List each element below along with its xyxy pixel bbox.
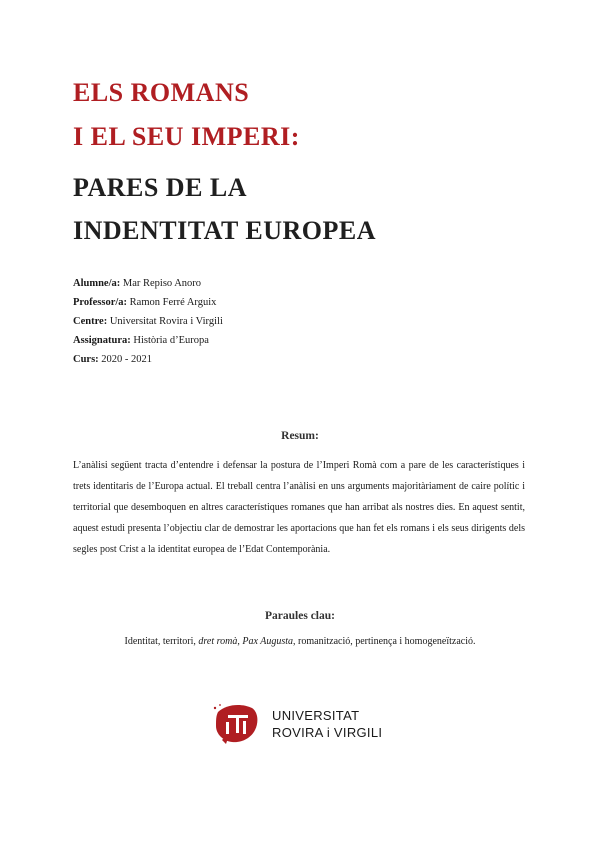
logo-glyph-stem [236,715,239,733]
logo-text-line-1: UNIVERSITAT [272,708,360,723]
logo-text-line-2: ROVIRA i VIRGILI [272,725,383,740]
keyword-italic: dret romà [198,636,238,647]
meta-label: Professor/a: [73,297,128,308]
meta-label: Centre: [73,316,108,327]
meta-value: Ramon Ferré Arguix [127,297,217,308]
meta-value: Història d’Europa [130,335,209,346]
keywords-separator: , [237,636,243,647]
meta-value: Mar Repiso Anoro [120,278,202,289]
logo-text [272,707,382,741]
keywords-part: Identitat, territori, [124,636,199,647]
keywords-text [0,636,600,647]
abstract-heading: Resum: [281,430,319,442]
meta-label: Assignatura: [73,335,131,346]
meta-professor [73,293,223,312]
meta-course [73,350,223,369]
meta-value: 2020 - 2021 [98,354,153,365]
meta-student [73,274,223,293]
meta-subject [73,331,223,350]
meta-label: Alumne/a: [73,278,121,289]
title-line-3: PARES DE LA [73,173,248,202]
university-logo [212,702,402,746]
keyword-italic: Pax Augusta [242,636,294,647]
metadata-block [73,274,223,369]
title-line-1: ELS ROMANS [73,78,250,107]
title-line-4: INDENTITAT EUROPEA [73,216,376,245]
keywords-heading: Paraules clau: [265,610,335,622]
logo-splash-dot [214,707,216,709]
logo-glyph-left [226,722,229,734]
abstract-text: L’anàlisi següent tracta d’entendre i defensar la postura de l’Imperi Romà com a pare de les característiques i trets identitaris de l’Europa actual. El treball centra l’anàlisi en uns arguments majoritàriament de caire polític i territorial que desemboquen en altres característiques romanes que han arribat als nostres dies. En aquest sentit, aquest estudi presenta l’objectiu clar de demostrar les aportacions que han fet els romans i els seus dirigents dels segles post Crist a la identitat europea de l’Edat Contemporània. [73,460,525,555]
meta-label: Curs: [73,354,99,365]
urv-logo-icon [212,702,262,746]
logo-glyph-right [243,721,246,734]
meta-centre [73,312,223,331]
keywords-part: , romanització, pertinença i homogeneïtzació. [293,636,476,647]
title-line-2: I EL SEU IMPERI: [73,122,300,151]
meta-value: Universitat Rovira i Virgili [107,316,223,327]
logo-splash-dot [219,704,221,706]
